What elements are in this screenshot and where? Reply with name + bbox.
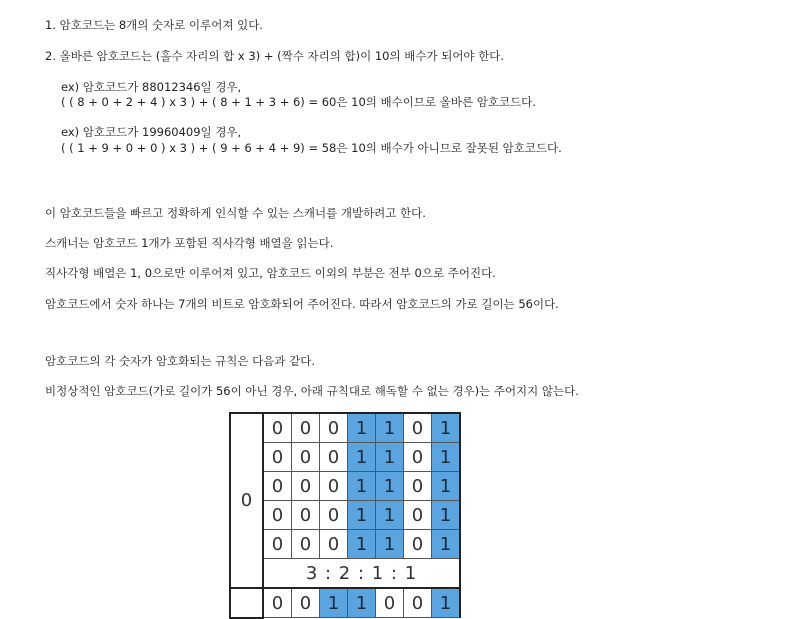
bit-row: [230, 501, 460, 530]
bit-cell: 1: [376, 472, 404, 501]
bit-cell: 0: [263, 501, 292, 530]
bit-row: [230, 472, 460, 501]
bit-row: [230, 530, 460, 559]
bit-cell: 1: [376, 501, 404, 530]
bit-cell: 1: [432, 443, 461, 472]
description-line-6: 비정상적인 암호코드(가로 길이가 56이 아닌 경우, 아래 규칙대로 해독할 수 없는 경우)는 주어지지 않는다.: [45, 384, 579, 398]
bit-cell: 0: [292, 501, 320, 530]
bit-cell: 1: [432, 413, 461, 443]
description-line-3: 직사각형 배열은 1, 0으로만 이루어져 있고, 암호코드 이외의 부분은 전부 0으로 주어진다.: [45, 266, 496, 280]
bit-cell: 0: [292, 443, 320, 472]
bit-cell: 0: [320, 443, 348, 472]
ratio-cell: 3 : 2 : 1 : 1: [263, 559, 460, 589]
bit-cell: 0: [404, 472, 432, 501]
bit-cell: 1: [348, 501, 376, 530]
bit-cell: 0: [292, 472, 320, 501]
bit-cell: 1: [376, 443, 404, 472]
bit-cell: 0: [320, 530, 348, 559]
bit-cell: 1: [432, 472, 461, 501]
bit-cell: 1: [348, 472, 376, 501]
example-2-header: ex) 암호코드가 19960409일 경우,: [61, 125, 242, 139]
bit-row: [230, 413, 460, 443]
bit-cell: 1: [348, 588, 376, 618]
bit-cell: 0: [263, 530, 292, 559]
rule-1: 1. 암호코드는 8개의 숫자로 이루어져 있다.: [45, 18, 263, 32]
bit-cell: 0: [320, 472, 348, 501]
bit-cell: 0: [404, 413, 432, 443]
bit-cell: 1: [432, 588, 461, 618]
bit-cell: 0: [292, 588, 320, 618]
bit-cell: 0: [404, 588, 432, 618]
bit-cell: 1: [348, 530, 376, 559]
bit-cell: 1: [348, 413, 376, 443]
bit-cell: 0: [292, 413, 320, 443]
bit-cell: 0: [263, 413, 292, 443]
bit-row: [230, 443, 460, 472]
example-1-calc: ( ( 8 + 0 + 2 + 4 ) x 3 ) + ( 8 + 1 + 3 + 6) = 60은 10의 배수이므로 올바른 암호코드다.: [61, 95, 536, 109]
bit-cell: 0: [263, 472, 292, 501]
bit-cell: 0: [376, 588, 404, 618]
digit-label: 0: [230, 413, 263, 588]
bit-cell: 0: [320, 501, 348, 530]
example-1-header: ex) 암호코드가 88012346일 경우,: [61, 80, 242, 94]
bit-cell: 1: [376, 530, 404, 559]
description-line-1: 이 암호코드들을 빠르고 정확하게 인식할 수 있는 스캐너를 개발하려고 한다.: [45, 206, 426, 220]
description-line-5: 암호코드의 각 숫자가 암호화되는 규칙은 다음과 같다.: [45, 354, 315, 368]
description-line-4: 암호코드에서 숫자 하나는 7개의 비트로 암호화되어 주어진다. 따라서 암호코드의 가로 길이는 56이다.: [45, 297, 559, 311]
bit-cell: 1: [348, 443, 376, 472]
bit-cell: 1: [320, 588, 348, 618]
ratio-row: [230, 559, 460, 589]
bit-cell: 0: [320, 413, 348, 443]
rule-2: 2. 올바른 암호코드는 (홀수 자리의 합 x 3) + (짝수 자리의 합)이 10의 배수가 되어야 한다.: [45, 49, 505, 63]
bit-cell: 1: [432, 530, 461, 559]
description-line-2: 스캐너는 암호코드 1개가 포함된 직사각형 배열을 읽는다.: [45, 236, 334, 250]
bit-cell: 0: [263, 443, 292, 472]
bit-cell: 1: [432, 501, 461, 530]
example-2-calc: ( ( 1 + 9 + 0 + 0 ) x 3 ) + ( 9 + 6 + 4 + 9) = 58은 10의 배수가 아니므로 잘못된 암호코드다.: [61, 141, 562, 155]
bit-cell: 0: [404, 530, 432, 559]
encoding-table: [229, 412, 461, 619]
bit-cell: 0: [292, 530, 320, 559]
bit-cell: 0: [263, 588, 292, 618]
bit-cell: 0: [404, 443, 432, 472]
bit-cell: 1: [376, 413, 404, 443]
bit-cell: 0: [404, 501, 432, 530]
